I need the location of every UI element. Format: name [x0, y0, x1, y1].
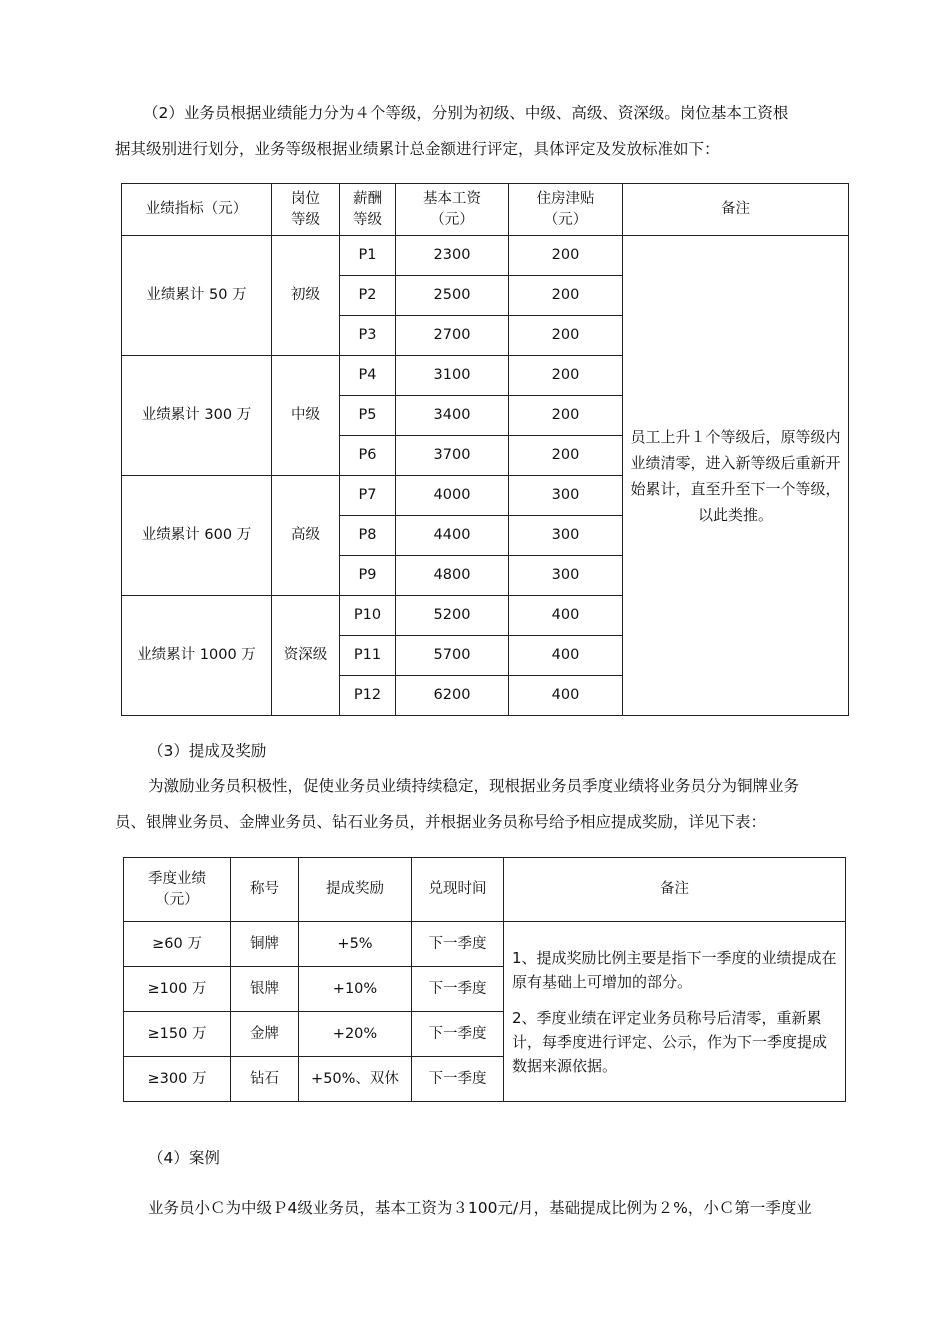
pay-grade-cell: P8 [340, 516, 396, 556]
header-remark: 备注 [504, 858, 846, 922]
bonus-cell: +50%、双休 [299, 1057, 412, 1102]
base-salary-cell: 4400 [396, 516, 509, 556]
base-salary-cell: 4000 [396, 476, 509, 516]
pay-grade-cell: P2 [340, 276, 396, 316]
header-bonus: 提成奖励 [299, 858, 412, 922]
base-salary-cell: 5700 [396, 636, 509, 676]
position-level-cell: 高级 [272, 476, 340, 596]
header-pay-grade: 薪酬 等级 [340, 184, 396, 236]
position-level-cell: 资深级 [272, 596, 340, 716]
pay-grade-cell: P4 [340, 356, 396, 396]
title-cell: 铜牌 [231, 922, 299, 967]
remark-item-1: 1、提成奖励比例主要是指下一季度的业绩提成在原有基础上可增加的部分。 [512, 948, 837, 991]
payout-time-cell: 下一季度 [412, 1057, 504, 1102]
housing-allowance-cell: 200 [509, 276, 623, 316]
paragraph-3-line-2: 员、银牌业务员、金牌业务员、钻石业务员，并根据业务员称号给予相应提成奖励，详见下表： [115, 813, 767, 831]
base-salary-cell: 4800 [396, 556, 509, 596]
base-salary-cell: 5200 [396, 596, 509, 636]
housing-allowance-cell: 200 [509, 396, 623, 436]
table-header-row [122, 184, 849, 236]
performance-target-cell: 业绩累计 50 万 [122, 236, 272, 356]
pay-grade-cell: P7 [340, 476, 396, 516]
position-level-cell: 中级 [272, 356, 340, 476]
performance-target-cell: 业绩累计 1000 万 [122, 596, 272, 716]
performance-target-cell: 业绩累计 300 万 [122, 356, 272, 476]
pay-grade-cell: P10 [340, 596, 396, 636]
base-salary-cell: 3400 [396, 396, 509, 436]
housing-allowance-cell: 300 [509, 556, 623, 596]
position-level-cell: 初级 [272, 236, 340, 356]
header-payout-time: 兑现时间 [412, 858, 504, 922]
table-header-row [124, 858, 846, 922]
title-cell: 钻石 [231, 1057, 299, 1102]
housing-allowance-cell: 200 [509, 356, 623, 396]
title-cell: 银牌 [231, 967, 299, 1012]
header-title: 称号 [231, 858, 299, 922]
performance-target-cell: 业绩累计 600 万 [122, 476, 272, 596]
housing-allowance-cell: 400 [509, 676, 623, 716]
paragraph-2-line-2: 据其级别进行划分，业务等级根据业绩累计总金额进行评定，具体评定及发放标准如下： [115, 140, 720, 158]
pay-grade-cell: P5 [340, 396, 396, 436]
base-salary-cell: 2700 [396, 316, 509, 356]
quarterly-performance-cell: ≥60 万 [124, 922, 231, 967]
grade-salary-table [121, 183, 849, 716]
housing-allowance-cell: 200 [509, 436, 623, 476]
table-row [122, 236, 849, 276]
housing-allowance-cell: 200 [509, 236, 623, 276]
remark-cell: 员工上升１个等级后，原等级内业绩清零，进入新等级后重新开始累计，直至升至下一个等级，以此类推。 [623, 236, 849, 716]
base-salary-cell: 6200 [396, 676, 509, 716]
paragraph-3-title: （3）提成及奖励 [148, 742, 267, 760]
payout-time-cell: 下一季度 [412, 967, 504, 1012]
base-salary-cell: 3700 [396, 436, 509, 476]
header-housing-allowance: 住房津贴 （元） [509, 184, 623, 236]
bonus-cell: +10% [299, 967, 412, 1012]
quarterly-performance-cell: ≥100 万 [124, 967, 231, 1012]
remark-item-2: 2、季度业绩在评定业务员称号后清零，重新累计，每季度进行评定、公示，作为下一季度提成数据来源依据。 [512, 1008, 828, 1075]
housing-allowance-cell: 400 [509, 636, 623, 676]
bonus-table [123, 857, 846, 1102]
base-salary-cell: 2500 [396, 276, 509, 316]
paragraph-4-line-1: 业务员小Ｃ为中级Ｐ4级业务员，基本工资为３100元/月，基础提成比例为２%，小Ｃ第一季度业 [148, 1199, 812, 1217]
title-cell: 金牌 [231, 1012, 299, 1057]
header-quarterly-performance: 季度业绩 （元） [124, 858, 231, 922]
pay-grade-cell: P6 [340, 436, 396, 476]
housing-allowance-cell: 300 [509, 516, 623, 556]
housing-allowance-cell: 300 [509, 476, 623, 516]
pay-grade-cell: P12 [340, 676, 396, 716]
payout-time-cell: 下一季度 [412, 1012, 504, 1057]
paragraph-4-title: （4）案例 [148, 1149, 220, 1167]
header-performance-target: 业绩指标（元） [122, 184, 272, 236]
header-position-level: 岗位 等级 [272, 184, 340, 236]
bonus-cell: +5% [299, 922, 412, 967]
pay-grade-cell: P1 [340, 236, 396, 276]
pay-grade-cell: P11 [340, 636, 396, 676]
bonus-cell: +20% [299, 1012, 412, 1057]
pay-grade-cell: P3 [340, 316, 396, 356]
base-salary-cell: 3100 [396, 356, 509, 396]
quarterly-performance-cell: ≥150 万 [124, 1012, 231, 1057]
header-base-salary: 基本工资 （元） [396, 184, 509, 236]
payout-time-cell: 下一季度 [412, 922, 504, 967]
table-row [124, 922, 846, 967]
quarterly-performance-cell: ≥300 万 [124, 1057, 231, 1102]
header-remark: 备注 [623, 184, 849, 236]
paragraph-2-line-1: （2）业务员根据业绩能力分为４个等级，分别为初级、中级、高级、资深级。岗位基本工资根 [143, 104, 789, 122]
pay-grade-cell: P9 [340, 556, 396, 596]
housing-allowance-cell: 400 [509, 596, 623, 636]
paragraph-3-line-1: 为激励业务员积极性，促使业务员业绩持续稳定，现根据业务员季度业绩将业务员分为铜牌业务 [148, 777, 800, 795]
housing-allowance-cell: 200 [509, 316, 623, 356]
base-salary-cell: 2300 [396, 236, 509, 276]
remark-cell [504, 922, 846, 1102]
